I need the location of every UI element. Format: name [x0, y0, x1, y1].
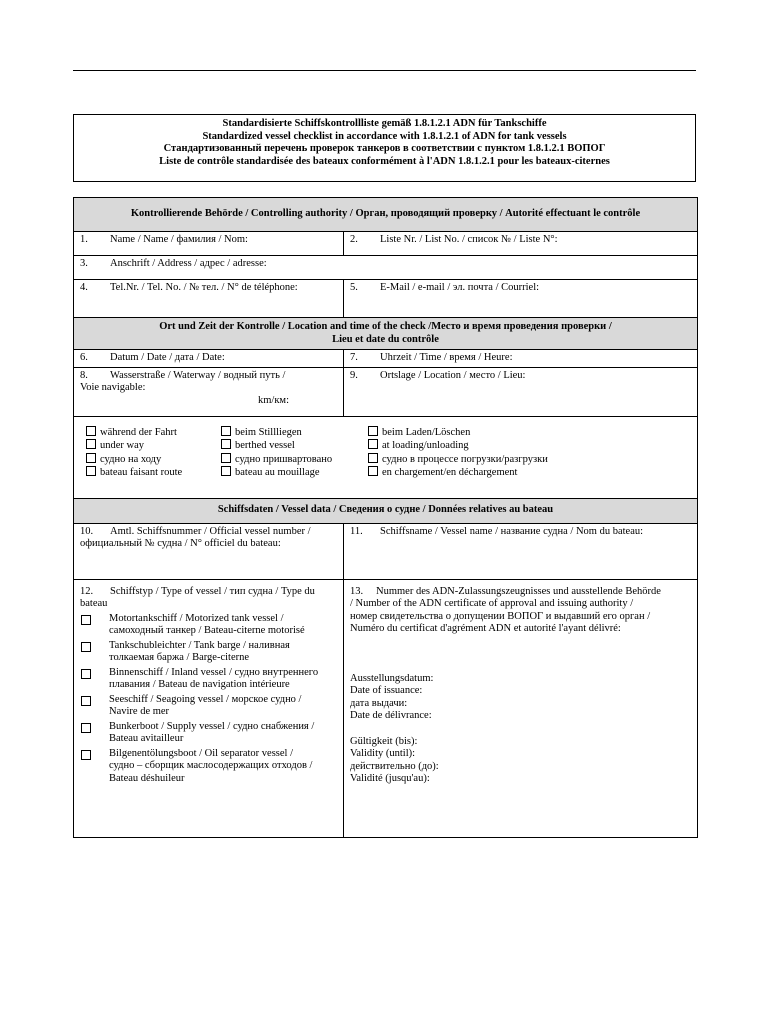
status-option[interactable] [221, 453, 368, 467]
title-ru: Стандартизованный перечень проверок танкеров в соответствии с пунктом 1.8.1.2.1 ВОПОГ [163, 143, 606, 155]
field-time[interactable] [344, 350, 698, 368]
field-num: 13. [350, 585, 364, 597]
field-label-cont: / Number of the ADN certificate of approval and issuing authority / [350, 598, 634, 609]
field-num: 3. [80, 258, 88, 269]
field-num: 6. [80, 352, 88, 363]
field-label: E-Mail / e-mail / эл. почта / Courriel: [380, 282, 540, 293]
status-option[interactable] [86, 426, 221, 440]
vessel-type-option[interactable] [80, 748, 337, 786]
field-label-cont: официальный № судна / N° officiel du bateau: [80, 538, 281, 549]
checkbox[interactable] [221, 426, 231, 436]
field-num: 4. [80, 282, 88, 293]
option-label: at loading/unloading [382, 440, 469, 451]
option-label: судно на ходу [100, 453, 162, 465]
checkbox[interactable] [81, 723, 91, 733]
checkbox[interactable] [368, 453, 378, 463]
field-label: Schiffstyp / Type of vessel / тип судна / Type du [110, 585, 315, 597]
field-label: Tel.Nr. / Tel. No. / № тел. / N° de téléphone: [110, 282, 298, 293]
field-location[interactable] [344, 367, 698, 416]
status-column [221, 426, 368, 480]
validity-label: действительно (до): [350, 760, 439, 772]
status-option[interactable] [221, 466, 368, 480]
field-label: Liste Nr. / List No. / список № / Liste N°: [380, 234, 558, 245]
vessel-header: Schiffsdaten / Vessel data / Сведения о судне / Données relatives au bateau [74, 498, 698, 523]
issuance-date-block [350, 673, 691, 723]
checklist-form [73, 197, 698, 838]
option-label: Motortankschiff / Motorized tank vessel / [109, 612, 284, 624]
checkbox[interactable] [221, 466, 231, 476]
title-fr: Liste de contrôle standardisée des bateaux conformément à l'ADN 1.8.1.2.1 pour les bateaux-citernes [159, 155, 610, 167]
option-label: Seeschiff / Seagoing vessel / морское судно / [109, 693, 302, 705]
field-num: 8. [80, 369, 88, 381]
checkbox[interactable] [221, 453, 231, 463]
status-column [368, 426, 588, 480]
issue-label: дата выдачи: [350, 697, 408, 709]
status-column [86, 426, 221, 480]
issue-label: Date de délivrance: [350, 710, 432, 721]
field-email[interactable] [344, 280, 698, 318]
field-official-number[interactable] [74, 523, 344, 579]
status-option[interactable] [221, 426, 368, 440]
field-num: 11. [350, 525, 363, 537]
validity-label: Validity (until): [350, 748, 416, 759]
place-header [74, 318, 698, 350]
field-num: 5. [350, 282, 358, 293]
title-en: Standardized vessel checklist in accordance with 1.8.1.2.1 of ADN for tank vessels [202, 130, 567, 142]
option-label: Tankschubleichter / Tank barge / наливная [109, 639, 290, 651]
field-num: 9. [350, 369, 358, 381]
option-label: Bateau avitailleur [109, 733, 184, 744]
vessel-type-option[interactable] [80, 721, 337, 746]
validity-label: Gültigkeit (bis): [350, 735, 418, 747]
option-label: судно в процессе погрузки/разгрузки [382, 453, 548, 465]
checkbox[interactable] [81, 696, 91, 706]
option-label: Binnenschiff / Inland vessel / судно внутреннего [109, 666, 319, 678]
checkbox[interactable] [86, 426, 96, 436]
field-waterway[interactable] [74, 367, 344, 416]
option-label: während der Fahrt [100, 426, 177, 438]
option-label: судно – сборщик маслосодержащих отходов / [109, 760, 313, 771]
field-label: Datum / Date / дата / Date: [110, 352, 225, 363]
checkbox[interactable] [86, 453, 96, 463]
status-option[interactable] [221, 439, 368, 453]
status-option[interactable] [368, 453, 588, 467]
status-option[interactable] [368, 466, 588, 480]
field-label: Ortslage / Location / место / Lieu: [380, 369, 526, 381]
status-option[interactable] [86, 453, 221, 467]
field-num: 7. [350, 352, 358, 363]
field-list-no[interactable] [344, 232, 698, 256]
checkbox[interactable] [81, 642, 91, 652]
field-name[interactable] [74, 232, 344, 256]
validity-block [350, 736, 691, 786]
option-label: bateau au mouillage [235, 467, 320, 478]
title-box [73, 114, 696, 182]
issue-label: Date of issuance: [350, 685, 423, 696]
km-label: km/км: [258, 394, 289, 406]
field-label: Name / Name / фамилия / Nom: [110, 234, 248, 245]
field-label: Wasserstraße / Waterway / водный путь / [110, 369, 286, 381]
vessel-type-option[interactable] [80, 694, 337, 719]
vessel-type-option[interactable] [80, 667, 337, 692]
vessel-type-option[interactable] [80, 640, 337, 665]
checkbox[interactable] [368, 466, 378, 476]
field-adn-certificate[interactable] [344, 579, 698, 837]
field-date[interactable] [74, 350, 344, 368]
status-option[interactable] [368, 439, 588, 453]
status-option[interactable] [86, 466, 221, 480]
option-label: самоходный танкер / Bateau-citerne motorisé [109, 625, 305, 636]
field-telephone[interactable] [74, 280, 344, 318]
checkbox[interactable] [81, 669, 91, 679]
field-label: Amtl. Schiffsnummer / Official vessel number / [110, 525, 311, 537]
field-label-cont: Numéro du certificat d'agrément ADN et autorité l'ayant délivré: [350, 623, 621, 634]
option-label: судно пришвартовано [235, 453, 333, 465]
option-label: beim Laden/Löschen [382, 426, 471, 438]
title-de: Standardisierte Schiffskontrollliste gemäß 1.8.1.2.1 ADN für Tankschiffe [222, 118, 547, 129]
field-label: Anschrift / Address / адрес / adresse: [110, 258, 267, 269]
option-label: Bateau déshuileur [109, 772, 185, 784]
authority-header: Kontrollierende Behörde / Controlling authority / Орган, проводящий проверку / Autorité effectuant le contrôle [74, 198, 698, 232]
option-label: under way [100, 440, 145, 451]
option-label: Navire de mer [109, 706, 170, 717]
field-label-cont: номер свидетельства о допущении ВОПОГ и выдавший его орган / [350, 610, 651, 622]
option-label: плавания / Bateau de navigation intérieure [109, 679, 290, 690]
option-label: en chargement/en déchargement [382, 467, 518, 478]
field-label-cont: bateau [80, 598, 108, 609]
field-num: 1. [80, 234, 88, 245]
checkbox[interactable] [221, 439, 231, 449]
status-option[interactable] [368, 426, 588, 440]
option-label: толкаемая баржа / Barge-citerne [109, 652, 250, 663]
vessel-type-option[interactable] [80, 613, 337, 638]
place-header-line2: Lieu et date du contrôle [332, 333, 439, 345]
field-label: Nummer des ADN-Zulassungszeugnisses und ausstellende Behörde [376, 585, 661, 597]
top-rule [73, 70, 696, 71]
field-num: 12. [80, 585, 94, 597]
validity-label: Validité (jusqu'au): [350, 773, 430, 784]
field-num: 2. [350, 234, 358, 245]
vessel-status-options [74, 416, 698, 498]
field-address[interactable] [74, 256, 698, 280]
field-vessel-type [74, 579, 344, 837]
field-label-cont: Voie navigable: [80, 382, 146, 393]
option-label: Bilgenentölungsboot / Oil separator vessel / [109, 747, 294, 759]
issue-label: Ausstellungsdatum: [350, 672, 434, 684]
option-label: berthed vessel [235, 440, 295, 451]
checkbox[interactable] [368, 426, 378, 436]
field-label: Schiffsname / Vessel name / название судна / Nom du bateau: [380, 525, 644, 537]
checkbox[interactable] [86, 439, 96, 449]
checkbox[interactable] [86, 466, 96, 476]
place-header-line1: Ort und Zeit der Kontrolle / Location and time of the check /Место и время проведения проверки / [159, 321, 612, 332]
option-label: beim Stillliegen [235, 426, 302, 438]
option-label: bateau faisant route [100, 467, 183, 478]
option-label: Bunkerboot / Supply vessel / судно снабжения / [109, 720, 315, 732]
field-label: Uhrzeit / Time / время / Heure: [380, 352, 513, 363]
checkbox[interactable] [81, 615, 91, 625]
field-vessel-name[interactable] [344, 523, 698, 579]
status-option[interactable] [86, 439, 221, 453]
field-num: 10. [80, 525, 94, 537]
checkbox[interactable] [81, 750, 91, 760]
checkbox[interactable] [368, 439, 378, 449]
